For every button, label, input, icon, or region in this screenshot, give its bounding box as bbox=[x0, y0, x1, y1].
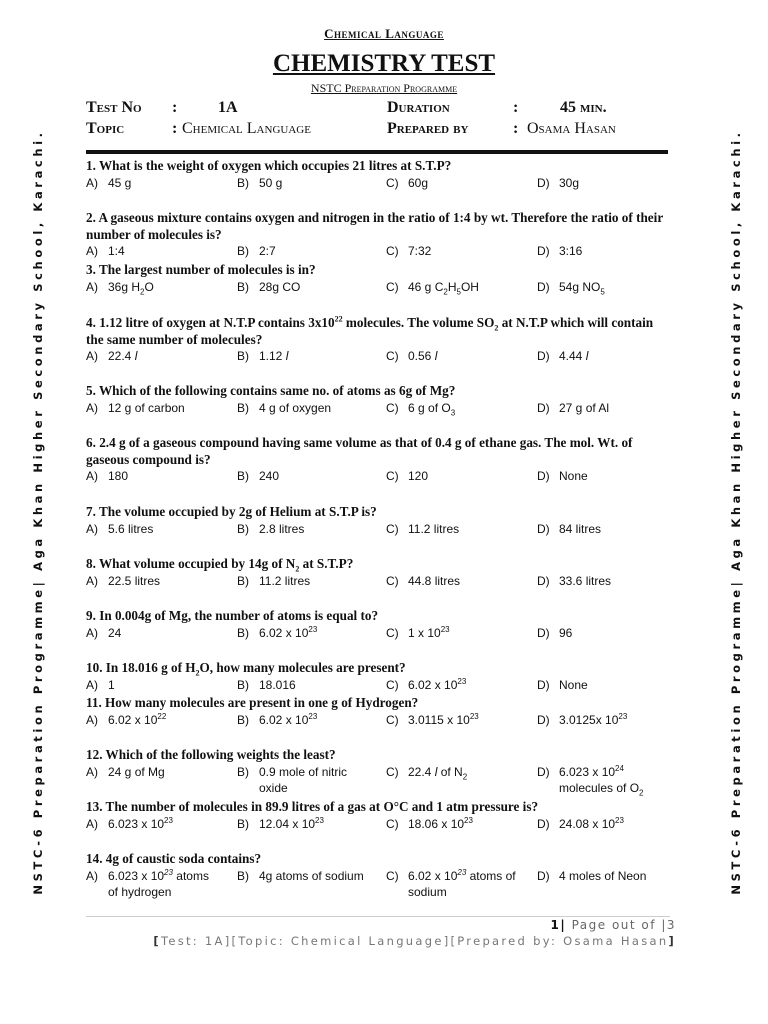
section-heading: Chemical Language bbox=[324, 26, 444, 41]
question-stem: 5. Which of the following contains same no. of atoms as 6g of Mg? bbox=[86, 383, 456, 398]
option-letter: C) bbox=[386, 625, 399, 640]
option-text: 11.2 litres bbox=[259, 573, 311, 588]
option-text: 11.2 litres bbox=[408, 521, 460, 536]
option-text: 44.8 litres bbox=[408, 573, 461, 588]
option-letter: D) bbox=[537, 625, 550, 640]
option-row bbox=[86, 468, 670, 485]
option-text: 6.023 x $10^{24}$ molecules of $O_2$ bbox=[559, 763, 644, 797]
option-letter: C) bbox=[386, 868, 399, 883]
question-stem: 12. Which of the following weights the least? bbox=[86, 747, 336, 762]
option-text: 36g $H_2O$ bbox=[108, 279, 154, 296]
question-stem: 10. In 18.016 g of $H_2O$, how many molecules are present? bbox=[86, 660, 406, 678]
question-stem: 8. What volume occupied by 14g of $N_2$ at S.T.P? bbox=[86, 556, 354, 574]
option-text: 18.016 bbox=[259, 677, 296, 692]
option-text: 46 g $C_2H_5OH$ bbox=[408, 279, 479, 296]
option-letter: C) bbox=[386, 521, 399, 536]
page-subtitle: NSTC Preparation Programme bbox=[310, 81, 458, 95]
page-text: Page out of bbox=[571, 918, 656, 932]
option-letter: D) bbox=[537, 868, 550, 883]
option-text: 3:16 bbox=[559, 244, 583, 258]
option-text: 24 bbox=[108, 625, 122, 640]
option-row bbox=[86, 348, 670, 365]
option-text: 84 litres bbox=[559, 521, 602, 536]
option-letter: A) bbox=[86, 677, 98, 692]
option-letter: C) bbox=[386, 712, 399, 727]
option-letter: B) bbox=[237, 573, 249, 588]
question-12 bbox=[86, 747, 670, 797]
option-text: 6.02 x $10^{23}$ bbox=[408, 676, 467, 692]
option-letter: A) bbox=[86, 764, 98, 779]
option-text: 4.44 l bbox=[559, 349, 589, 363]
option-text: 12.04 x $10^{23}$ bbox=[259, 815, 324, 831]
option-text: 2:7 bbox=[259, 244, 276, 258]
option-letter: D) bbox=[537, 279, 550, 294]
question-1 bbox=[86, 158, 670, 192]
option-text: 4 g of oxygen bbox=[259, 400, 332, 415]
option-letter: C) bbox=[386, 677, 399, 692]
option-letter: C) bbox=[386, 764, 399, 779]
question-8 bbox=[86, 556, 670, 590]
prepared-by-value: Osama Hasan bbox=[527, 120, 616, 137]
option-letter: D) bbox=[537, 400, 550, 415]
topic-label: Topic bbox=[86, 120, 125, 137]
option-letter: D) bbox=[537, 349, 550, 363]
question-7 bbox=[86, 504, 670, 538]
option-row bbox=[86, 677, 670, 694]
option-text: 6.02 x $10^{23}$ bbox=[259, 624, 318, 640]
option-text: 28g CO bbox=[259, 279, 301, 294]
option-letter: B) bbox=[237, 625, 249, 640]
option-text: 96 bbox=[559, 625, 573, 640]
question-stem: 11. How many molecules are present in one g of Hydrogen? bbox=[86, 695, 419, 710]
option-row bbox=[86, 279, 670, 296]
option-letter: C) bbox=[386, 400, 399, 415]
option-letter: C) bbox=[386, 244, 399, 258]
page-total: |3 bbox=[661, 918, 676, 932]
question-stem: 7. The volume occupied by 2g of Helium at S.T.P is? bbox=[86, 504, 377, 519]
option-letter: A) bbox=[86, 400, 98, 415]
option-letter: C) bbox=[386, 279, 399, 294]
option-text: 4g atoms of sodium bbox=[259, 868, 364, 883]
footer-bracket: [ bbox=[153, 934, 161, 948]
question-13 bbox=[86, 799, 670, 833]
question-10 bbox=[86, 660, 670, 694]
option-text: 50 g bbox=[259, 175, 283, 190]
option-text: 3.0125x $10^{23}$ bbox=[559, 711, 628, 727]
option-row bbox=[86, 712, 670, 729]
option-text: 6.02 x $10^{23}$ bbox=[259, 711, 318, 727]
option-letter: A) bbox=[86, 625, 98, 640]
side-banner-right: NSTC-6 Preparation Programme| Aga Khan Higher Secondary School, Karachi. bbox=[729, 129, 743, 895]
colon: : bbox=[172, 120, 178, 137]
side-banner-left: NSTC-6 Preparation Programme| Aga Khan Higher Secondary School, Karachi. bbox=[31, 129, 45, 895]
option-text: 22.4 l bbox=[108, 349, 138, 363]
option-letter: D) bbox=[537, 712, 550, 727]
option-text: 2.8 litres bbox=[259, 521, 305, 536]
option-text: 6.02 x $10^{22}$ bbox=[108, 711, 167, 727]
footer-meta bbox=[153, 934, 676, 948]
option-text: 54g $NO_5$ bbox=[559, 279, 605, 296]
option-row bbox=[86, 625, 670, 642]
option-text: 0.9 mole of nitric oxide bbox=[259, 764, 348, 795]
option-letter: B) bbox=[237, 677, 249, 692]
option-row bbox=[86, 764, 670, 797]
option-letter: B) bbox=[237, 712, 249, 727]
option-row bbox=[86, 243, 670, 260]
option-text: 22.5 litres bbox=[108, 573, 161, 588]
option-letter: B) bbox=[237, 400, 249, 415]
option-letter: A) bbox=[86, 573, 98, 588]
question-5 bbox=[86, 383, 670, 417]
option-letter: A) bbox=[86, 712, 98, 727]
question-11 bbox=[86, 695, 670, 729]
option-letter: C) bbox=[386, 349, 399, 363]
option-text: 240 bbox=[259, 469, 280, 483]
colon: : bbox=[513, 120, 519, 137]
question-stem: 1. What is the weight of oxygen which occupies 21 litres at S.T.P? bbox=[86, 158, 452, 173]
question-stem: 6. 2.4 g of a gaseous compound having same volume as that of 0.4 g of ethane gas. The mol. Wt. of gaseous compound is? bbox=[86, 435, 633, 467]
option-row bbox=[86, 175, 670, 192]
option-letter: B) bbox=[237, 175, 249, 190]
option-letter: A) bbox=[86, 469, 98, 483]
option-row bbox=[86, 521, 670, 538]
option-letter: B) bbox=[237, 469, 249, 483]
option-text: 1.12 l bbox=[259, 349, 289, 363]
footer-bracket: ] bbox=[668, 934, 676, 948]
page-title: CHEMISTRY TEST bbox=[272, 50, 496, 77]
option-text: 24.08 x $10^{23}$ bbox=[559, 815, 624, 831]
page-number bbox=[551, 918, 677, 932]
option-text: None bbox=[559, 469, 588, 483]
option-letter: A) bbox=[86, 521, 98, 536]
option-letter: C) bbox=[386, 469, 399, 483]
option-text: 5.6 litres bbox=[108, 521, 154, 536]
question-14 bbox=[86, 851, 670, 901]
topic-value: Chemical Language bbox=[182, 120, 311, 137]
option-text: 6.023 x $10^{23}$ bbox=[108, 815, 173, 831]
prepared-by-label: Prepared by bbox=[387, 120, 469, 137]
option-letter: B) bbox=[237, 521, 249, 536]
header-divider bbox=[86, 150, 668, 154]
option-text: 33.6 litres bbox=[559, 573, 612, 588]
option-text: 60g bbox=[408, 175, 429, 190]
question-4 bbox=[86, 315, 670, 365]
question-2 bbox=[86, 210, 670, 260]
question-3 bbox=[86, 262, 670, 296]
option-letter: D) bbox=[537, 244, 550, 258]
option-letter: D) bbox=[537, 677, 550, 692]
option-text: 24 g of Mg bbox=[108, 764, 165, 779]
option-letter: A) bbox=[86, 349, 98, 363]
option-letter: A) bbox=[86, 244, 98, 258]
option-text: 6.02 x $10^{23}$ atoms of sodium bbox=[408, 867, 516, 899]
colon: : bbox=[513, 99, 519, 116]
page-current: 1 bbox=[550, 918, 561, 932]
option-text: 6 g of $O_3$ bbox=[408, 400, 456, 417]
option-text: 120 bbox=[408, 469, 429, 483]
option-row bbox=[86, 816, 670, 833]
option-row bbox=[86, 400, 670, 417]
option-text: 1 x $10^{23}$ bbox=[408, 624, 450, 640]
option-letter: B) bbox=[237, 279, 249, 294]
option-letter: D) bbox=[537, 573, 550, 588]
option-text: 6.023 x $10^{23}$ atoms of hydrogen bbox=[108, 867, 209, 899]
option-text: 1:4 bbox=[108, 244, 125, 258]
option-text: 18.06 x $10^{23}$ bbox=[408, 815, 473, 831]
option-letter: A) bbox=[86, 816, 98, 831]
option-text: 22.4 l of $N_2$ bbox=[408, 764, 468, 781]
option-letter: A) bbox=[86, 175, 98, 190]
option-row bbox=[86, 573, 670, 590]
option-text: 45 g bbox=[108, 175, 132, 190]
option-letter: D) bbox=[537, 521, 550, 536]
option-letter: D) bbox=[537, 764, 550, 779]
option-text: 4 moles of Neon bbox=[559, 868, 647, 883]
option-letter: D) bbox=[537, 175, 550, 190]
option-text: 12 g of carbon bbox=[108, 400, 185, 415]
footer-divider bbox=[86, 916, 670, 917]
option-text: 180 bbox=[108, 469, 129, 483]
question-stem: 4. 1.12 litre of oxygen at N.T.P contains $3x10^{22}$ molecules. The volume $SO_2$ at N.T.P which will contain the same number of molecules? bbox=[86, 314, 654, 347]
option-letter: A) bbox=[86, 868, 98, 883]
option-text: 0.56 l bbox=[408, 349, 438, 363]
option-row bbox=[86, 868, 670, 901]
test-no-label: Test No bbox=[86, 99, 142, 116]
option-letter: B) bbox=[237, 244, 249, 258]
question-stem: 14. 4g of caustic soda contains? bbox=[86, 851, 262, 866]
option-letter: B) bbox=[237, 764, 249, 779]
option-text: 30g bbox=[559, 175, 580, 190]
question-9 bbox=[86, 608, 670, 642]
option-letter: C) bbox=[386, 175, 399, 190]
option-text: 7:32 bbox=[408, 244, 432, 258]
option-letter: B) bbox=[237, 349, 249, 363]
duration-label: Duration bbox=[387, 99, 450, 116]
question-stem: 9. In 0.004g of Mg, the number of atoms is equal to? bbox=[86, 608, 379, 623]
option-letter: B) bbox=[237, 816, 249, 831]
option-text: 1 bbox=[108, 677, 115, 692]
option-letter: D) bbox=[537, 816, 550, 831]
question-stem: 13. The number of molecules in 89.9 litres of a gas at O°C and 1 atm pressure is? bbox=[86, 799, 539, 814]
page-separator: | bbox=[560, 918, 567, 932]
question-6 bbox=[86, 435, 670, 485]
option-letter: A) bbox=[86, 279, 98, 294]
question-stem: 2. A gaseous mixture contains oxygen and nitrogen in the ratio of 1:4 by wt. Therefore the ratio of their number of molecules is? bbox=[86, 210, 663, 242]
option-text: 3.0115 x $10^{23}$ bbox=[408, 711, 479, 727]
option-text: 27 g of Al bbox=[559, 400, 610, 415]
option-letter: B) bbox=[237, 868, 249, 883]
question-stem: 3. The largest number of molecules is in? bbox=[86, 262, 316, 277]
duration-value: 45 min. bbox=[560, 99, 607, 116]
option-letter: C) bbox=[386, 573, 399, 588]
colon: : bbox=[172, 99, 178, 116]
test-no-value: 1A bbox=[218, 99, 238, 116]
option-text: None bbox=[559, 677, 588, 692]
option-letter: C) bbox=[386, 816, 399, 831]
footer-meta-text: Test: 1A][Topic: Chemical Language][Prepared by: Osama Hasan bbox=[160, 934, 669, 948]
option-letter: D) bbox=[537, 469, 550, 483]
